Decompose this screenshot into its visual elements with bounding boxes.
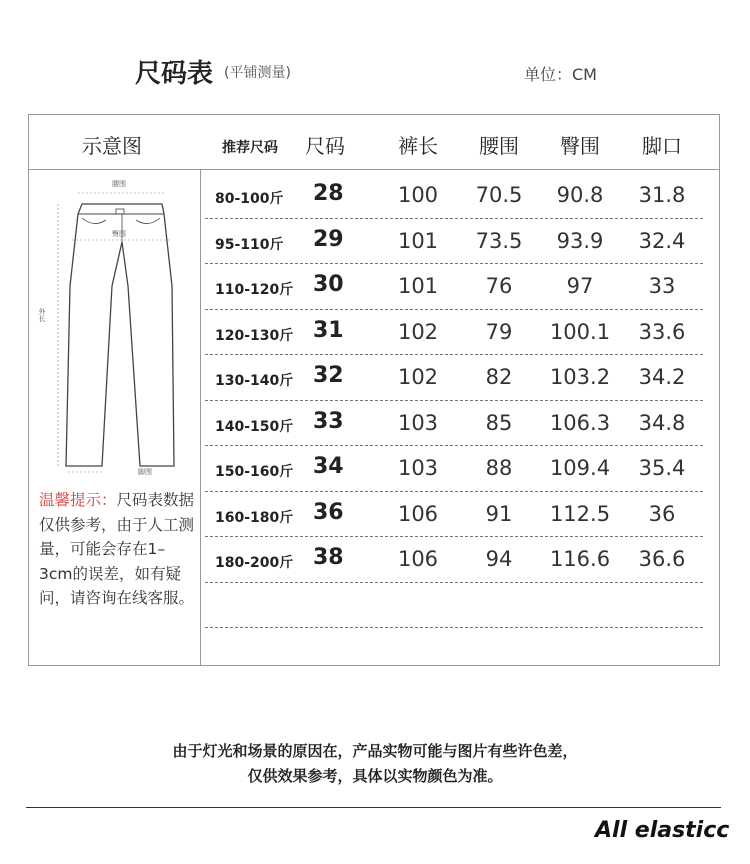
size-value: 29 (313, 226, 344, 252)
table-row (205, 355, 703, 401)
hip-value: 93.9 (556, 228, 604, 253)
table-row-empty (205, 583, 703, 629)
length-value: 106 (397, 501, 439, 526)
recommended-weight: 110-120斤 (215, 282, 294, 298)
size-value: 38 (313, 545, 344, 570)
hem-value: 31.8 (638, 183, 686, 207)
header-hem: 脚口 (642, 134, 682, 158)
size-value: 32 (313, 363, 344, 388)
waist-value: 94 (485, 547, 513, 571)
size-value: 33 (313, 408, 344, 434)
hem-label: 脚围 (138, 468, 152, 476)
header-length: 裤长 (398, 134, 438, 158)
length-value: 103 (397, 410, 439, 435)
size-value: 31 (313, 317, 344, 343)
table-row (205, 264, 703, 310)
hip-value: 90.8 (556, 183, 604, 207)
footer-divider (26, 807, 721, 808)
outer-length-label: 外长 (38, 308, 46, 322)
table-row (205, 446, 703, 492)
size-rows (205, 173, 703, 628)
recommended-weight: 95-110斤 (215, 236, 284, 253)
hem-value: 33 (648, 274, 676, 298)
size-value: 34 (313, 454, 344, 479)
hip-value: 106.3 (549, 410, 611, 435)
table-row (205, 537, 703, 583)
color-disclaimer-line1: 由于灯光和场景的原因在，产品实物可能与图片有些许色差， (172, 742, 578, 760)
size-value: 36 (313, 499, 344, 525)
tip-text: 尺码表数据仅供参考，由于人工测量，可能会存在1–3cm的误差，如有疑问，请咨询在线客服。 (39, 491, 195, 607)
hem-value: 35.4 (638, 456, 686, 480)
hip-value: 112.5 (549, 501, 611, 526)
table-row (205, 310, 703, 356)
hem-value: 34.8 (638, 410, 686, 435)
column-divider (200, 170, 201, 665)
waist-value: 91 (485, 501, 513, 526)
header-waist: 腰围 (479, 134, 519, 158)
hem-value: 33.6 (638, 319, 686, 344)
hip-value: 109.4 (549, 456, 611, 480)
length-value: 106 (397, 547, 439, 571)
length-value: 102 (397, 365, 439, 389)
tip-label: 温馨提示： (39, 491, 117, 509)
hem-value: 36.6 (638, 547, 686, 571)
measurement-tip (39, 488, 195, 611)
recommended-weight: 130-140斤 (215, 373, 294, 389)
hem-value: 36 (648, 501, 676, 526)
waist-value: 88 (485, 456, 513, 480)
recommended-weight: 180-200斤 (215, 555, 294, 571)
recommended-weight: 160-180斤 (215, 509, 294, 526)
unit-label: 单位：CM (524, 65, 597, 84)
header-diagram: 示意图 (82, 134, 142, 158)
page-subtitle: (平铺测量) (224, 65, 291, 81)
hem-value: 32.4 (638, 228, 686, 253)
waist-value: 76 (485, 274, 513, 298)
waist-value: 79 (485, 319, 513, 344)
size-value: 30 (313, 272, 344, 297)
page-title: 尺码表 (135, 59, 214, 89)
hip-value: 116.6 (549, 547, 611, 571)
hip-value: 103.2 (549, 365, 611, 389)
recommended-weight: 120-130斤 (215, 327, 294, 344)
length-value: 101 (397, 274, 439, 298)
table-row (205, 492, 703, 538)
waist-value: 70.5 (475, 183, 523, 207)
hem-value: 34.2 (638, 365, 686, 389)
header-size: 尺码 (305, 134, 345, 158)
pants-diagram (40, 176, 190, 481)
hip-value: 100.1 (549, 319, 611, 344)
recommended-weight: 140-150斤 (215, 418, 294, 435)
hip-value: 97 (566, 274, 594, 298)
waist-value: 73.5 (475, 228, 523, 253)
length-value: 101 (397, 228, 439, 253)
length-value: 102 (397, 319, 439, 344)
recommended-weight: 80-100斤 (215, 191, 284, 207)
brand-name: All elasticc (595, 818, 730, 843)
size-value: 28 (313, 181, 344, 206)
color-disclaimer-line2: 仅供效果参考，具体以实物颜色为准。 (247, 767, 503, 785)
table-row (205, 219, 703, 265)
waist-value: 82 (485, 365, 513, 389)
table-row (205, 173, 703, 219)
length-value: 100 (397, 183, 439, 207)
waist-label: 腰围 (112, 180, 126, 188)
header-hip: 臀围 (560, 134, 600, 158)
header-recommended: 推荐尺码 (222, 140, 278, 156)
table-row (205, 401, 703, 447)
length-value: 103 (397, 456, 439, 480)
recommended-weight: 150-160斤 (215, 464, 294, 480)
waist-value: 85 (485, 410, 513, 435)
hip-label: 臀围 (112, 230, 126, 238)
